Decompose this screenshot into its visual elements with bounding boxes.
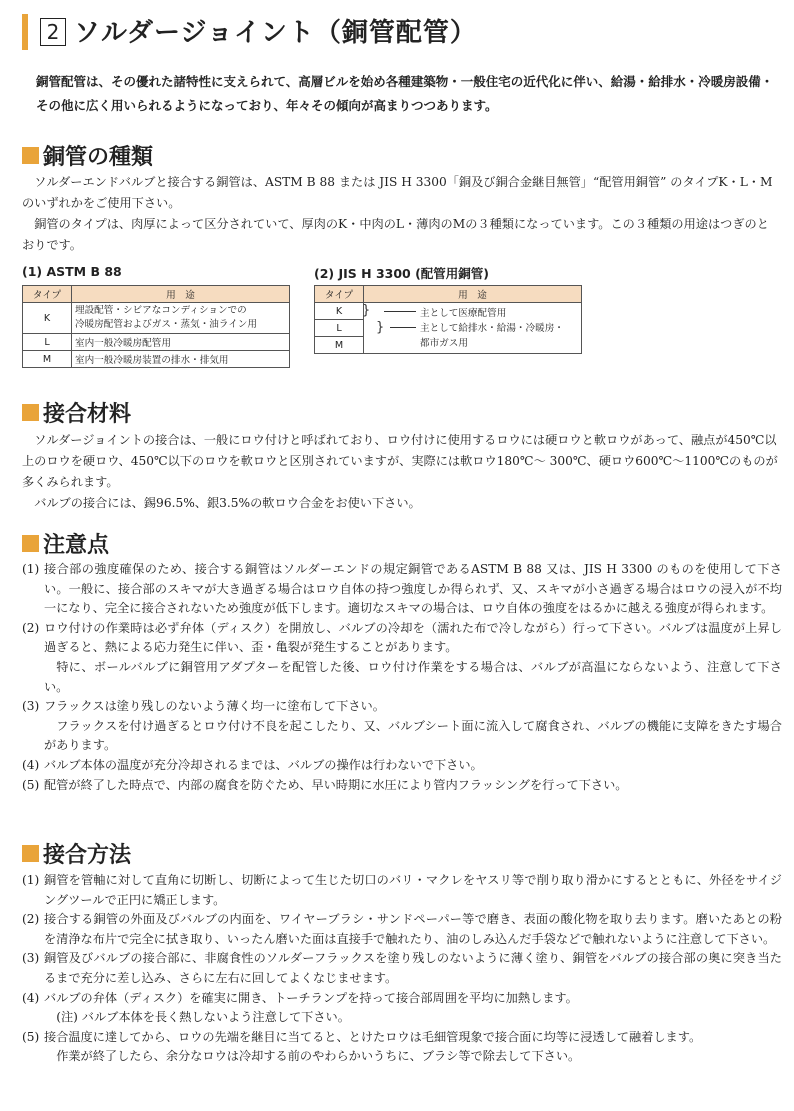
list-item-body <box>44 949 782 988</box>
section-heading-method <box>22 838 131 869</box>
brace-icon: } <box>376 320 385 335</box>
leader-line <box>384 311 416 312</box>
list-item-text: 接合する銅管の外面及びバルブの内面を、ワイヤーブラシ・サンドペーパー等で磨き、表面の酸化物を取り去ります。磨いたあとの粉を清浄な布片で完全に拭き取り、いったん磨いた面は直接手で触れたり、油のしみ込んだ手袋などで触れないように注意して下さい。 <box>44 912 782 946</box>
caution-list <box>22 560 782 795</box>
material-paragraph-1: ソルダージョイントの接合は、一般にロウ付けと呼ばれており、ロウ付けに使用するロウには硬ロウと軟ロウがあって、融点が450℃以上のロウを硬ロウ、450℃以下のロウを軟ロウと区別されていますが、実際には軟ロウ180℃～ 300℃、硬ロウ600℃～1100℃のものが多くみられます。 <box>22 433 778 489</box>
heading-square-icon <box>22 845 39 862</box>
list-item-body <box>44 619 782 697</box>
table-header-use: 用 途 <box>364 286 582 303</box>
list-item-number: (1) <box>22 562 40 576</box>
jis-use-k: 主として医療配管用 <box>420 308 507 319</box>
list-item-text: 銅管及びバルブの接合部に、非腐食性のソルダーフラックスを塗り残しのないように薄く塗り、銅管をバルブの接合部の奥に突き当たるまで充分に差し込み、さらに左右に回してよくなじませます。 <box>44 951 782 985</box>
list-item <box>22 697 782 756</box>
list-item-text: 接合部の強度確保のため、接合する銅管はソルダーエンドの規定銅管であるASTM B 88 又は、JIS H 3300 のものを使用して下さい。一般に、接合部のスキマが大き過ぎる場合はロウ自体の持つ強度しか得られず、又、スキマが小さ過ぎる場合はロウの浸入が不均一になり、完全に接合されないため強度が低下します。適切なスキマの場合は、ロウ自体の強度をはるかに越える強度が得られます。 <box>44 562 782 616</box>
list-item-number: (2) <box>22 620 40 635</box>
list-item-body <box>44 989 782 1028</box>
jis-use-lm-line2: 都市ガス用 <box>420 338 468 349</box>
list-item <box>22 1028 782 1067</box>
section-heading-material <box>22 397 131 428</box>
list-item-text: 接合温度に達してから、ロウの先端を継目に当てると、とけたロウは毛細管現象で接合面に均等に浸透して融着します。 <box>44 1029 702 1044</box>
section-heading-caution <box>22 528 109 559</box>
leader-line <box>390 327 416 328</box>
section-heading-types <box>22 140 153 171</box>
table-cell-use: 室内一般冷暖房装置の排水・排気用 <box>72 351 290 368</box>
list-item <box>22 776 782 796</box>
jis-use-lm-line1: 主として給排水・給湯・冷暖房・ <box>420 323 564 334</box>
table-row <box>23 303 290 334</box>
list-item-body <box>44 697 782 756</box>
section-number-box: 2 <box>40 18 66 46</box>
types-paragraph-1: ソルダーエンドバルブと接合する銅管は、ASTM B 88 または JIS H 3300「銅及び銅合金継目無管」“配管用銅管” のタイプK・L・M のいずれかをご使用下さい。 <box>22 175 773 210</box>
list-item-text: 特に、ボールバルブに銅管用アダプターを配管した後、ロウ付け作業をする場合は、バルブが高温にならないよう、注意して下さい。 <box>44 659 782 694</box>
list-item-text: バルブ本体の温度が充分冷却されるまでは、バルブの操作は行わないで下さい。 <box>44 757 483 772</box>
astm-table-label: (1) ASTM B 88 <box>22 264 122 279</box>
types-paragraphs <box>22 172 778 256</box>
list-item <box>22 560 782 619</box>
list-item <box>22 989 782 1028</box>
table-header-type: タイプ <box>315 286 364 303</box>
heading-text: 接合材料 <box>43 402 132 427</box>
list-item-number: (4) <box>22 757 40 772</box>
table-row <box>23 351 290 368</box>
material-paragraph-2: バルブの接合には、錫96.5%、銀3.5%の軟ロウ合金をお使い下さい。 <box>34 496 421 510</box>
method-list <box>22 871 782 1067</box>
list-item-text: バルブの弁体（ディスク）を確実に開き、トーチランプを持って接合部周囲を平均に加熱します。 <box>44 990 578 1005</box>
list-item-text: ロウ付けの作業時は必ず弁体（ディスク）を開放し、バルブの冷却を（濡れた布で冷しながら）行って下さい。バルブは温度が上昇し過ぎると、熱による応力発生に伴い、歪・亀裂が発生することがあります。 <box>44 620 782 655</box>
list-item-text: 配管が終了した時点で、内部の腐食を防ぐため、早い時期に水圧により管内フラッシングを行って下さい。 <box>44 777 628 792</box>
table-cell-use <box>72 303 290 334</box>
table-cell-use-line: 冷暖房配管およびガス・蒸気・油ライン用 <box>75 319 257 330</box>
jis-table-label: (2) JIS H 3300 (配管用銅管) <box>314 266 490 281</box>
list-item <box>22 619 782 697</box>
list-item-body <box>44 756 782 776</box>
table-cell-use: 室内一般冷暖房配管用 <box>72 334 290 351</box>
table-cell-type: K <box>23 303 72 334</box>
table-cell-type: M <box>315 337 364 354</box>
list-item-text: フラックスは塗り残しのないよう薄く均一に塗布して下さい。 <box>44 699 385 714</box>
astm-table <box>22 285 290 368</box>
list-item-number: (3) <box>22 699 40 714</box>
list-item-text: 作業が終了したら、余分なロウは冷却する前のやわらかいうちに、ブラシ等で除去して下さい。 <box>56 1049 581 1064</box>
table-cell-type: M <box>23 351 72 368</box>
brace-icon: } <box>362 303 371 318</box>
list-item-number: (4) <box>22 990 40 1005</box>
heading-square-icon <box>22 147 39 164</box>
list-item <box>22 910 782 949</box>
title-accent-bar <box>22 14 28 50</box>
types-paragraph-2: 銅管のタイプは、肉厚によって区分されていて、厚肉のK・中肉のL・薄肉のMの３種類になっています。この３種類の用途はつぎのとおりです。 <box>22 217 769 252</box>
heading-square-icon <box>22 404 39 421</box>
material-paragraphs <box>22 430 778 514</box>
list-item-body <box>44 776 782 796</box>
list-item-number: (3) <box>22 951 40 966</box>
list-item-text: (注) バルブ本体を長く熱しないよう注意して下さい。 <box>56 1010 350 1025</box>
list-item-body <box>44 910 782 949</box>
list-item-number: (1) <box>22 873 40 887</box>
heading-text: 注意点 <box>43 533 110 558</box>
table-cell-type: K <box>315 303 364 320</box>
list-item-text: 銅管を管軸に対して直角に切断し、切断によって生じた切口のバリ・マクレをヤスリ等で削り取り滑かにするとともに、外径をサイジングツールで正円に矯正します。 <box>44 873 782 907</box>
list-item-text: フラックスを付け過ぎるとロウ付け不良を起こしたり、又、バルブシート面に流入して腐食され、バルブの機能に支障をきたす場合があります。 <box>44 718 782 753</box>
list-item <box>22 949 782 988</box>
heading-text: 銅管の種類 <box>43 145 154 170</box>
table-row <box>23 334 290 351</box>
intro-paragraph: 銅管配管は、その優れた諸特性に支えられて、高層ビルを始め各種建築物・一般住宅の近代化に伴い、給湯・給排水・冷暖房設備・その他に広く用いられるようになっており、年々その傾向が高まりつつあります。 <box>36 74 774 113</box>
heading-text: 接合方法 <box>43 843 132 868</box>
table-cell-type: L <box>315 320 364 337</box>
list-item-body <box>44 1028 782 1067</box>
page-title: ソルダージョイント（銅管配管） <box>74 18 477 48</box>
table-header-use: 用 途 <box>72 286 290 303</box>
table-header-type: タイプ <box>23 286 72 303</box>
table-cell-type: L <box>23 334 72 351</box>
heading-square-icon <box>22 535 39 552</box>
list-item <box>22 756 782 776</box>
list-item-body <box>44 560 782 619</box>
list-item-number: (2) <box>22 912 40 927</box>
list-item-number: (5) <box>22 1029 40 1044</box>
list-item-body <box>44 871 782 910</box>
table-cell-use-line: 埋設配管・シビアなコンディションでの <box>75 305 247 316</box>
list-item-number: (5) <box>22 777 40 792</box>
list-item <box>22 871 782 910</box>
